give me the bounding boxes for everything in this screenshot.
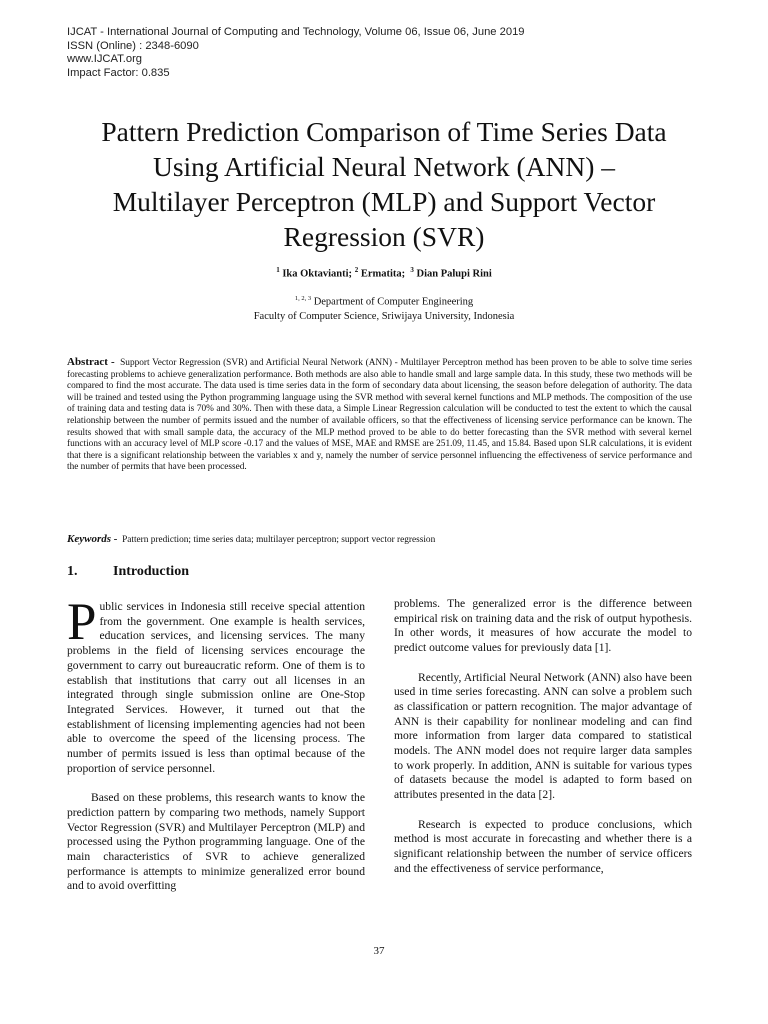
- issn-line: ISSN (Online) : 2348-6090: [67, 39, 199, 52]
- affiliation-index: 1, 2, 3: [294, 295, 312, 302]
- paragraph: Research is expected to produce conclusions, which method is most accurate in forecasting and whether there is a significant relationship between the number of service officers and the effectiveness of service performance,: [394, 817, 692, 875]
- paragraph: Based on these problems, this research wants to know the prediction pattern by comparing two methods, namely Support Vector Regression (SVR) and Multilayer Perceptron (MLP) and processed using the Python programming language. One of the main characteristics of SVR to achieve generalized performance is attempts to minimize generalized error bound and to avoid overfitting: [67, 791, 365, 893]
- section-heading: [67, 564, 189, 580]
- paper-title: [40, 114, 728, 254]
- abstract: [67, 357, 692, 474]
- department: Department of Computer Engineering: [313, 296, 474, 308]
- author-list: [0, 266, 768, 280]
- title-line: Pattern Prediction Comparison of Time Series Data: [101, 116, 667, 147]
- author-name: Ermatita;: [360, 268, 406, 280]
- keywords-text: Pattern prediction; time series data; multilayer perceptron; support vector regression: [122, 535, 436, 545]
- section-number: 1.: [67, 564, 78, 579]
- paragraph: Recently, Artificial Neural Network (ANN) also have been used in time series forecasting. ANN can solve a problem such as classification or pattern recognition. The major advantage of ANN is their capability for nonlinear modeling and can find more information from larger data compared to statistical models. The ANN model does not require larger data samples to work properly. In addition, ANN is suitable for various types of datasets because the model is adapted to form based on attributes presented in the data [2].: [394, 670, 692, 802]
- author-index: 1: [276, 266, 280, 274]
- keywords-label: Keywords -: [67, 533, 118, 545]
- keywords: [67, 533, 692, 545]
- author-name: Dian Palupi Rini: [416, 268, 492, 280]
- affiliation: [0, 292, 768, 324]
- abstract-text: Support Vector Regression (SVR) and Artificial Neural Network (ANN) - Multilayer Perceptron method has been proven to be able to solve time series forecasting problems to achieve generalization performance. Both methods are also able to handle small and large sample data. In this study, these two methods will be compared to find the most accurate. The data used is time series data in the form of secondary data about licensing, the season before delegation of authority. The data will be trained and tested using the Python programming language using the SVR method with several kernel functions and MLP methods. The composition of the use of training data and testing data is 70% and 30%. Then with these data, a Simple Linear Regression calculation will be conducted to test the extent to which the causal relationship between the number of permits issued and the number of available officers, so that the effectiveness of licensing service performance can be known. The results showed that with small sample data, the accuracy of the MLP method proved to be able to do better forecasting than the SVR method with several kernel functions with an accuracy level of MLP score -0.17 and the values of MSE, MAE and RMSE are 251.09, 11.45, and 15.84. Based upon SLR calculations, it is evident that there is a significant relationship between the variables x and y, namely the number of service personnel influencing the effectiveness of service performance and the number of permits that have been processed.: [67, 358, 692, 473]
- author-index: 2: [354, 266, 359, 274]
- title-line: Multilayer Perceptron (MLP) and Support Vector: [112, 186, 656, 217]
- paragraph-text: ublic services in Indonesia still receive special attention from the government. One example is health services, education services, and licensing services. The many problems in the field of licensing services encourage the government to carry out bureaucratic reform. One of them is to establish that institutions that carry out all licenses in an integrated through single submission online are One-Stop Integrated Services. However, it turned out that the establishment of licensing implementing agencies had not been able to overcome the speed of the licensing process. The number of permits issued is less than optimal because of the proportion of service personnel.: [67, 600, 365, 775]
- page-number: 37: [373, 945, 385, 957]
- faculty: Faculty of Computer Science, Sriwijaya University, Indonesia: [253, 310, 515, 322]
- author-index: 3: [410, 266, 414, 274]
- author-name: Ika Oktavianti;: [282, 268, 353, 280]
- website-line: www.IJCAT.org: [67, 53, 143, 65]
- journal-header: [67, 26, 525, 80]
- abstract-label: Abstract -: [67, 356, 115, 368]
- journal-line: IJCAT - International Journal of Computing and Technology, Volume 06, Issue 06, June 2019: [67, 26, 525, 38]
- right-column: [394, 597, 692, 876]
- paragraph: problems. The generalized error is the difference between empirical risk on training data and the risk of output hypothesis. In other words, it measures of how accurate the model to predict outcome values for previously data [1].: [394, 597, 692, 655]
- paragraph: [67, 593, 365, 776]
- left-column: [67, 593, 365, 894]
- impact-factor-line: Impact Factor: 0.835: [67, 66, 170, 79]
- drop-cap: P: [67, 593, 97, 651]
- title-line: Regression (SVR): [283, 221, 485, 252]
- section-title: Introduction: [113, 564, 189, 579]
- title-line: Using Artificial Neural Network (ANN) –: [152, 151, 616, 182]
